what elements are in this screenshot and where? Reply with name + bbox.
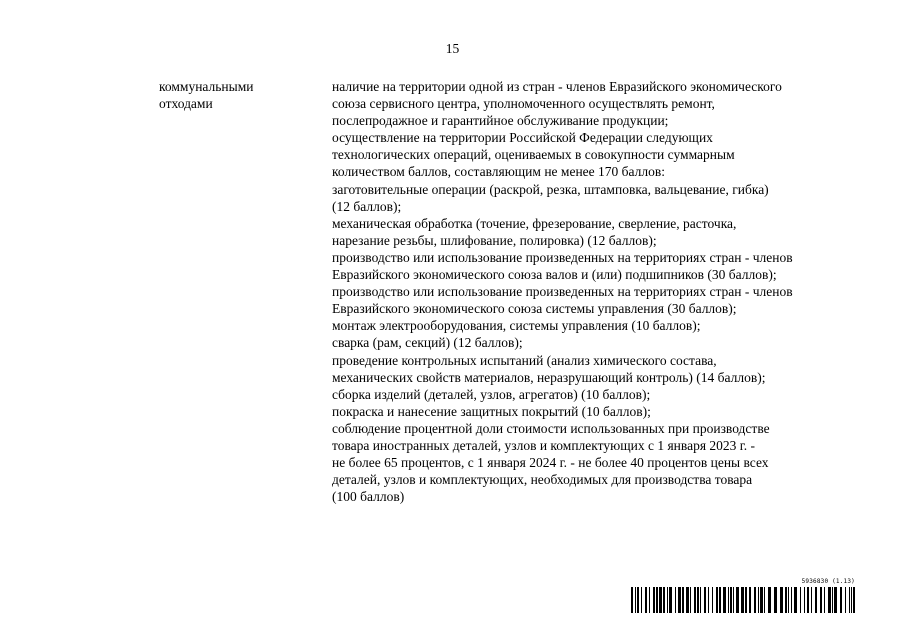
left-column-line: коммунальными (159, 79, 254, 94)
right-column-line: соблюдение процентной доли стоимости использованных при производстве (332, 420, 770, 436)
right-column-line: производство или использование произведенных на территориях стран - членов (332, 284, 793, 300)
right-column-line: покраска и нанесение защитных покрытий (10 баллов); (332, 403, 651, 419)
right-column-line: (12 баллов); (332, 198, 402, 214)
right-column-line: союза сервисного центра, уполномоченного осуществлять ремонт, (332, 96, 715, 112)
right-column-line: осуществление на территории Российской Федерации следующих (332, 130, 713, 146)
right-column-line: Евразийского экономического союза валов и (или) подшипников (30 баллов); (332, 267, 777, 283)
right-column-line: (100 баллов) (332, 489, 405, 505)
left-column-line: отходами (159, 96, 213, 112)
right-column-line: технологических операций, оцениваемых в совокупности суммарным (332, 147, 735, 163)
right-column-line: механических свойств материалов, неразрушающий контроль) (14 баллов); (332, 369, 766, 385)
right-column-line: нарезание резьбы, шлифование, полировка) (12 баллов); (332, 232, 657, 248)
right-column-line: Евразийского экономического союза системы управления (30 баллов); (332, 301, 737, 317)
right-column-line: монтаж электрооборудования, системы управления (10 баллов); (332, 318, 701, 334)
right-column-line: товара иностранных деталей, узлов и комплектующих с 1 января 2023 г. - (332, 437, 756, 453)
right-column-line: проведение контрольных испытаний (анализ химического состава, (332, 352, 717, 368)
right-column-line: деталей, узлов и комплектующих, необходимых для производства товара (332, 472, 753, 488)
barcode-caption: 5936830 (1.13) (801, 578, 855, 585)
right-column-line: производство или использование произведенных на территориях стран - членов (332, 249, 793, 265)
right-column-line: количеством баллов, составляющим не менее 170 баллов: (332, 164, 665, 180)
right-column-line: послепродажное и гарантийное обслуживание продукции; (332, 113, 669, 129)
right-column-line: не более 65 процентов, с 1 января 2024 г. - не более 40 процентов цены всех (332, 455, 769, 471)
left-column-text (159, 78, 319, 112)
right-column-line: сварка (рам, секций) (12 баллов); (332, 335, 523, 351)
right-column-line: механическая обработка (точение, фрезерование, сверление, расточка, (332, 215, 737, 231)
right-column-line: заготовительные операции (раскрой, резка, штамповка, вальцевание, гибка) (332, 181, 769, 197)
barcode-icon (631, 587, 857, 613)
barcode-block (631, 578, 857, 614)
right-column-text (332, 78, 872, 505)
page-number: 15 (445, 41, 460, 56)
right-column-line: сборка изделий (деталей, узлов, агрегатов) (10 баллов); (332, 386, 651, 402)
right-column-line: наличие на территории одной из стран - членов Евразийского экономического (332, 79, 782, 94)
